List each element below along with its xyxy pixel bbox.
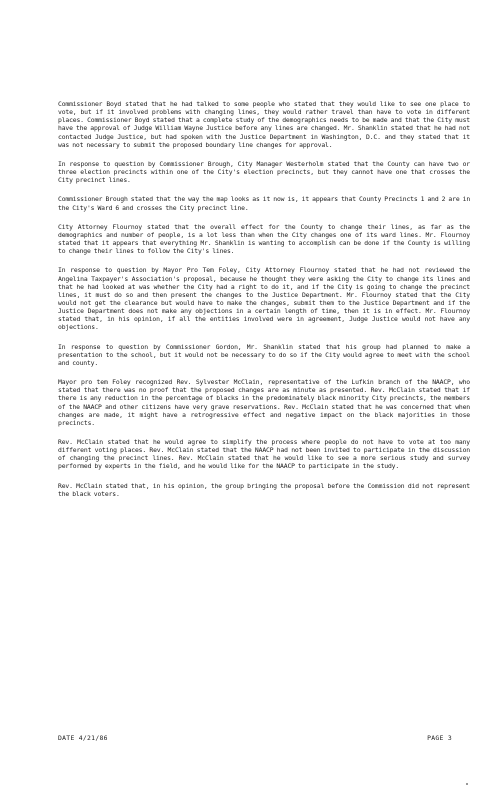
footer-page-number: PAGE 3 [427, 734, 452, 742]
minutes-paragraph: Mayor pro tem Foley recognized Rev. Sylvester McClain, representative of the Lufkin branch of the NAACP, who stated that there was no proof that the proposed changes are as minute as presented. Rev. McClain stated that if there is any reduction in the percentage of blacks in the predominately black minority City precincts, the members of the NAACP and other citizens have very grave reservations. Rev. McClain stated that he was concerned that when changes are made, it might have a retrogressive effect and negative impact on the black majorities in those precincts. [58, 378, 470, 427]
minutes-paragraph: Commissioner Brough stated that the way the map looks as it now is, it appears that County Precincts 1 and 2 are in the City's Ward 6 and crosses the City precinct line. [58, 195, 471, 212]
minutes-paragraph: City Attorney Flournoy stated that the overall effect for the County to change their lines, as far as the demographics and number of people, is a lot less than when the City changes one of its ward lines. Mr. Flournoy stated that it appears that everything Mr. Shanklin is wanting to accomplish can be done if the County is willing to change their lines to follow the City's lines. [58, 222, 470, 256]
page-footer [58, 734, 470, 742]
minutes-paragraph: In response to question by Commissioner Gordon, Mr. Shanklin stated that his group had planned to make a presentation to the school, but it would not be necessary to do so if the City would agree to meet with the school and county. [58, 342, 470, 367]
minutes-paragraph: Rev. McClain stated that, in his opinion, the group bringing the proposal before the Commission did not represent the black voters. [58, 481, 470, 498]
minutes-paragraph: In response to question by Commissioner Brough, City Manager Westerholm stated that the County can have two or three election precincts within one of the City's election precincts, but they cannot have one that crosses the City precinct lines. [58, 159, 470, 185]
document-body [58, 100, 470, 509]
minutes-paragraph: In response to question by Mayor Pro Tem Foley, City Attorney Flournoy stated that he had not reviewed the Angelina Taxpayer's Association's proposal, because he thought they were asking the City to change its lines and that he had looked at was whether the City had a right to do it, and if the City is going to change the precinct lines, it must do so and then present the changes to the Justice Department. Mr. Flournoy stated that the City would not get the clearance but would have to make the changes, submit them to the Justice Department and if the Justice Department does not make any objections in a certain length of time, then it is in effect. Mr. Flournoy stated that, in his opinion, if all the entities involved were in agreement, Judge Justice would not have any objections. [58, 266, 470, 332]
minutes-paragraph: Rev. McClain stated that he would agree to simplify the process where people do not have to vote at too many different voting places. Rev. McClain stated that the NAACP had not been invited to participate in the discussion of changing the precinct lines. Rev. McClain stated that he would like to see a more serious study and survey performed by experts in the field, and he would like for the NAACP to participate in the study. [58, 438, 470, 471]
scan-speck [466, 783, 468, 785]
minutes-paragraph: Commissioner Boyd stated that he had talked to some people who stated that they would like to see one place to vote, but if it involved problems with changing lines, they would rather travel than have to vote in different places. Commissioner Boyd stated that a complete study of the demographics needs to be made and that the City must have the approval of Judge William Wayne Justice before any lines are changed. Mr. Shanklin stated that he had not contacted Judge Justice, but had spoken with the Justice Department in Washington, D.C. and they stated that it was not necessary to submit the proposed boundary line changes for approval. [58, 100, 470, 149]
footer-date: DATE 4/21/86 [58, 734, 108, 742]
